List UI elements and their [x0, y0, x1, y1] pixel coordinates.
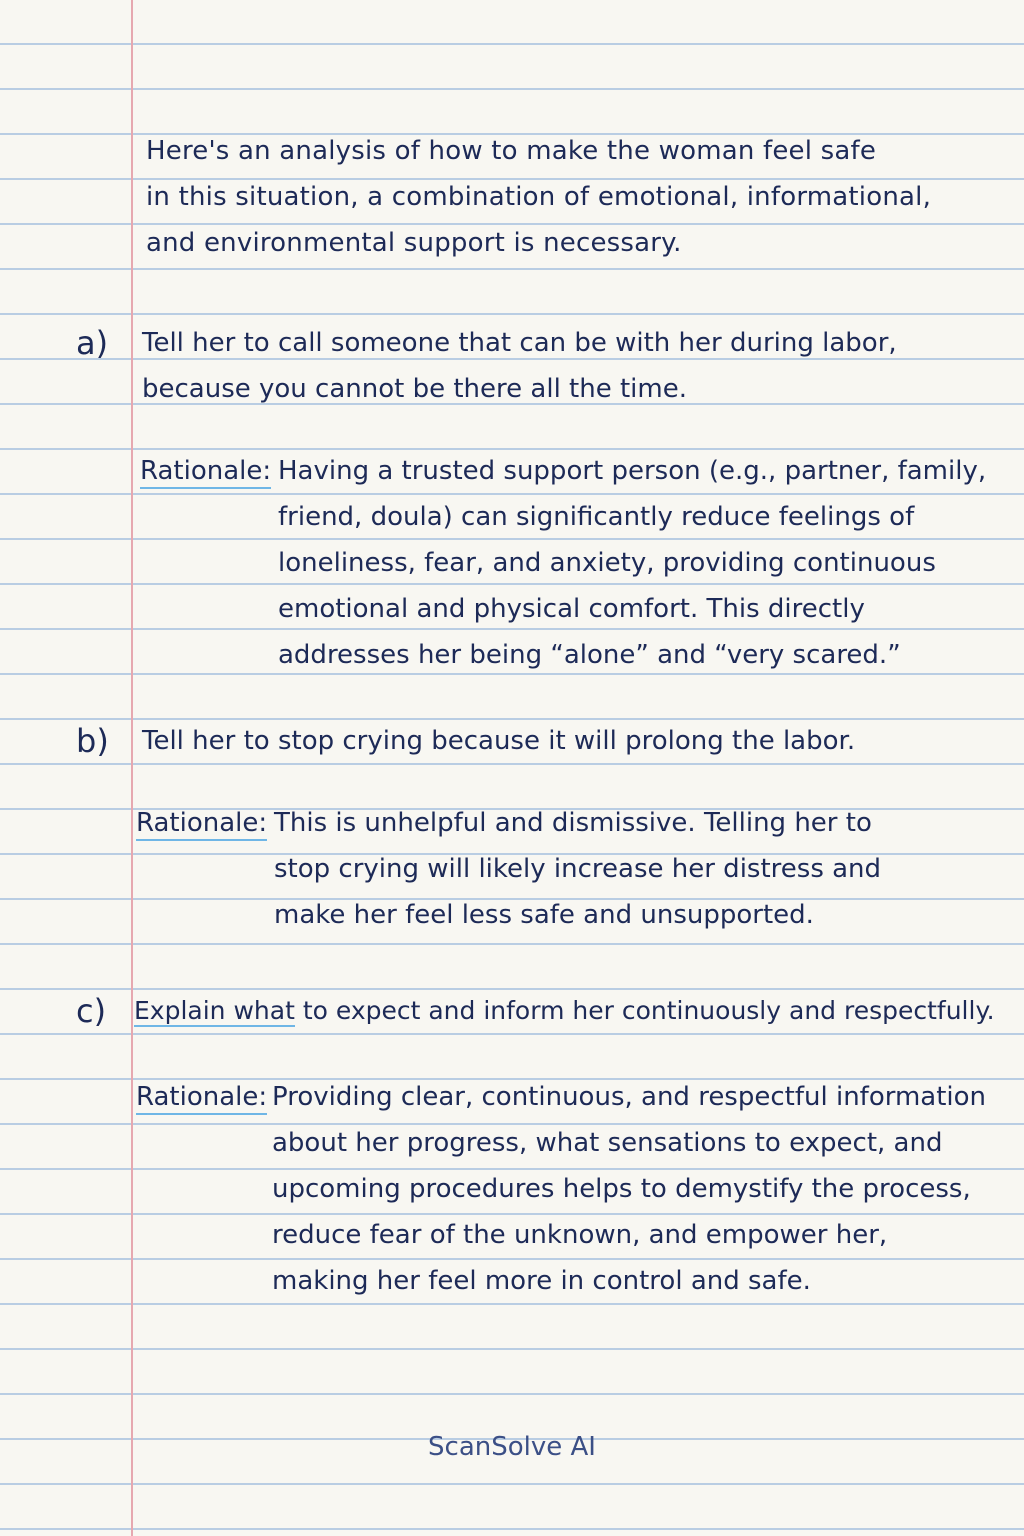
rationale-line: about her progress, what sensations to expect, and — [272, 1128, 943, 1158]
item-a-marker: a) — [76, 324, 109, 362]
rationale-line: addresses her being “alone” and “very scared.” — [278, 640, 901, 670]
rationale-line: Providing clear, continuous, and respectful information — [272, 1082, 987, 1112]
rationale-label-text: Rationale: — [136, 1082, 267, 1115]
item-a-line: Tell her to call someone that can be with her during labor, — [142, 328, 897, 358]
intro-paragraph — [146, 128, 931, 266]
item-b-rationale-body — [274, 800, 881, 938]
rationale-label-text: Rationale: — [136, 808, 267, 841]
item-a-rationale-body — [278, 448, 986, 678]
item-c-underlined-phrase: Explain what — [134, 996, 295, 1025]
rationale-line: Having a trusted support person (e.g., partner, family, — [278, 456, 987, 486]
item-c-rest: to expect and inform her continuously and respectfully. — [294, 996, 995, 1025]
intro-line: and environmental support is necessary. — [146, 228, 682, 258]
intro-line: Here's an analysis of how to make the woman feel safe — [146, 136, 877, 166]
rationale-line: reduce fear of the unknown, and empower her, — [272, 1220, 888, 1250]
intro-line: in this situation, a combination of emotional, informational, — [146, 182, 932, 212]
item-b-text — [142, 718, 855, 764]
item-c-rationale-body — [272, 1074, 986, 1304]
item-c-marker: c) — [76, 992, 107, 1030]
item-b-rationale-label — [136, 800, 267, 846]
footer-watermark: ScanSolve AI — [428, 1432, 596, 1462]
item-b-line: Tell her to stop crying because it will prolong the labor. — [142, 726, 856, 756]
rationale-line: loneliness, fear, and anxiety, providing continuous — [278, 548, 936, 578]
margin-line — [131, 0, 133, 1536]
item-a-line: because you cannot be there all the time. — [142, 374, 687, 404]
rationale-line: making her feel more in control and safe. — [272, 1266, 811, 1296]
item-a-rationale-label — [140, 448, 271, 494]
item-c-rationale-label — [136, 1074, 267, 1120]
rationale-line: stop crying will likely increase her distress and — [274, 854, 882, 884]
item-c-line — [134, 988, 995, 1034]
rationale-line: make her feel less safe and unsupported. — [274, 900, 814, 930]
rationale-line: friend, doula) can significantly reduce feelings of — [278, 502, 915, 532]
item-a-text — [142, 320, 897, 412]
rationale-line: emotional and physical comfort. This directly — [278, 594, 865, 624]
item-c-text — [134, 988, 995, 1034]
rationale-label-text: Rationale: — [140, 456, 271, 489]
item-b-marker: b) — [76, 722, 109, 760]
rationale-line: upcoming procedures helps to demystify the process, — [272, 1174, 971, 1204]
rationale-line: This is unhelpful and dismissive. Telling her to — [274, 808, 872, 838]
